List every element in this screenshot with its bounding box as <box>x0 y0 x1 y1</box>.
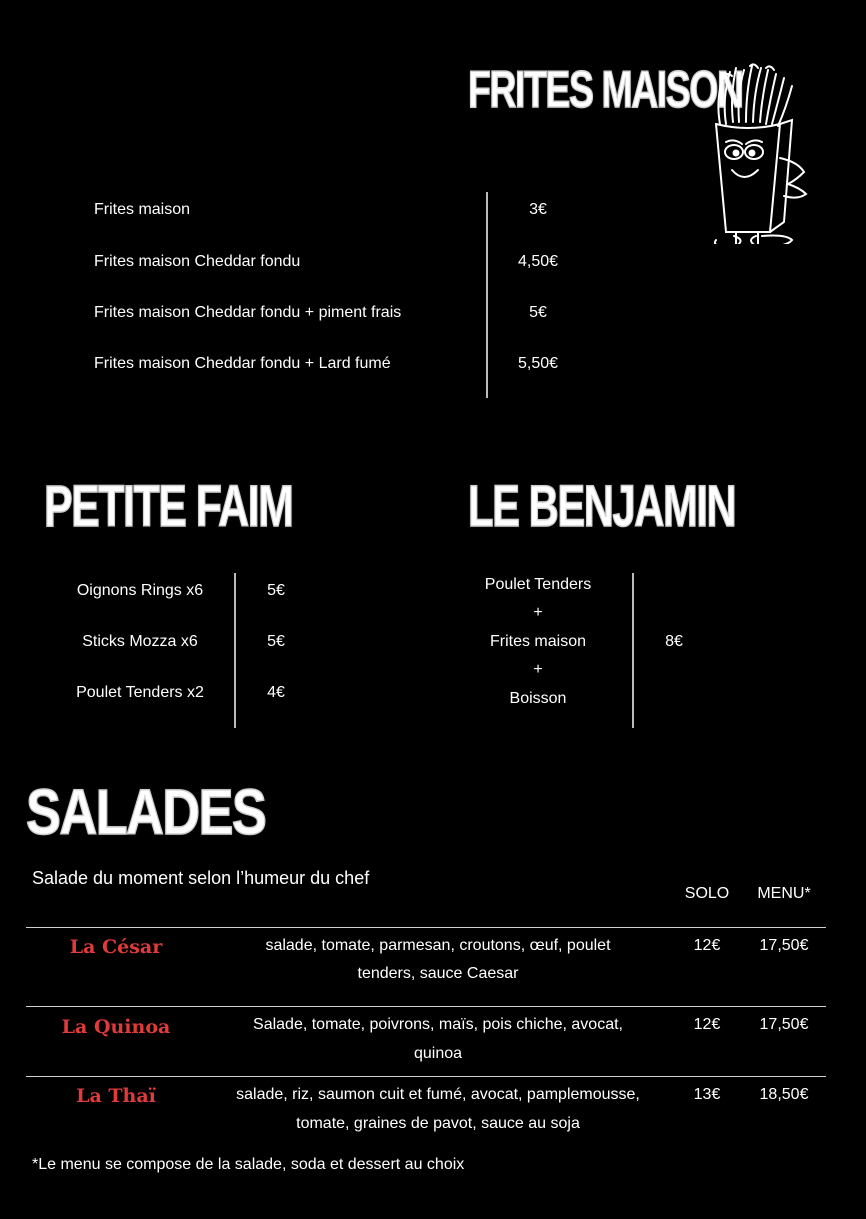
salades-separator <box>26 1076 826 1077</box>
frites-title: FRITES MAISON <box>468 61 743 119</box>
menu-footnote: *Le menu se compose de la salade, soda et dessert au choix <box>32 1156 465 1173</box>
salades-subtitle: Salade du moment selon l’humeur du chef <box>32 868 370 888</box>
salade-menu-price: 17,50€ <box>759 1016 809 1033</box>
salade-name: La César <box>69 936 163 958</box>
frites-divider <box>486 192 488 398</box>
benjamin-plus: + <box>533 661 543 678</box>
salade-desc-line: salade, tomate, parmesan, croutons, œuf, poulet <box>265 937 611 954</box>
salades-title: SALADES <box>26 776 266 848</box>
salade-desc-line: Salade, tomate, poivrons, maïs, pois chiche, avocat, <box>253 1016 623 1033</box>
frites-item-name: Frites maison <box>94 201 191 218</box>
benjamin-line: Poulet Tenders <box>484 576 592 593</box>
benjamin-plus: + <box>533 604 543 621</box>
benjamin-divider <box>632 573 634 728</box>
frites-item-price: 3€ <box>529 201 547 218</box>
benjamin-price: 8€ <box>665 633 683 650</box>
frites-item-price: 5,50€ <box>517 355 559 372</box>
salade-name: La Thaï <box>76 1085 156 1107</box>
petite-faim-item-name: Sticks Mozza x6 <box>82 633 198 650</box>
salade-desc-line: salade, riz, saumon cuit et fumé, avocat, pamplemousse, <box>236 1086 640 1103</box>
frites-item-name: Frites maison Cheddar fondu + Lard fumé <box>94 355 391 372</box>
salade-desc-line: tenders, sauce Caesar <box>357 965 519 982</box>
salade-name: La Quinoa <box>61 1016 171 1038</box>
frites-item-price: 4,50€ <box>517 253 559 270</box>
benjamin-title: LE BENJAMIN <box>468 474 736 539</box>
petite-faim-item-price: 4€ <box>267 684 285 701</box>
salade-solo-price: 12€ <box>693 1016 721 1033</box>
frites-item-name: Frites maison Cheddar fondu <box>94 253 301 270</box>
salade-desc-line: quinoa <box>413 1045 463 1062</box>
petite-faim-item-name: Oignons Rings x6 <box>76 582 204 599</box>
salade-menu-price: 17,50€ <box>759 937 809 954</box>
petite-faim-title: PETITE FAIM <box>44 474 293 539</box>
petite-faim-item-name: Poulet Tenders x2 <box>76 684 204 701</box>
salade-solo-price: 12€ <box>693 937 721 954</box>
frites-item-name: Frites maison Cheddar fondu + piment frais <box>94 304 402 321</box>
salades-separator <box>26 927 826 928</box>
salade-desc-line: tomate, graines de pavot, sauce au soja <box>296 1115 580 1132</box>
col-menu-header: MENU* <box>757 885 811 902</box>
frites-item-price: 5€ <box>529 304 547 321</box>
salade-solo-price: 13€ <box>693 1086 721 1103</box>
fries-mascot-icon <box>706 62 816 244</box>
col-solo-header: SOLO <box>684 885 730 902</box>
petite-faim-item-price: 5€ <box>267 582 285 599</box>
salade-menu-price: 18,50€ <box>759 1086 809 1103</box>
benjamin-line: Frites maison <box>489 633 587 650</box>
salades-separator <box>26 1006 826 1007</box>
benjamin-line: Boisson <box>509 690 567 707</box>
petite-faim-item-price: 5€ <box>267 633 285 650</box>
